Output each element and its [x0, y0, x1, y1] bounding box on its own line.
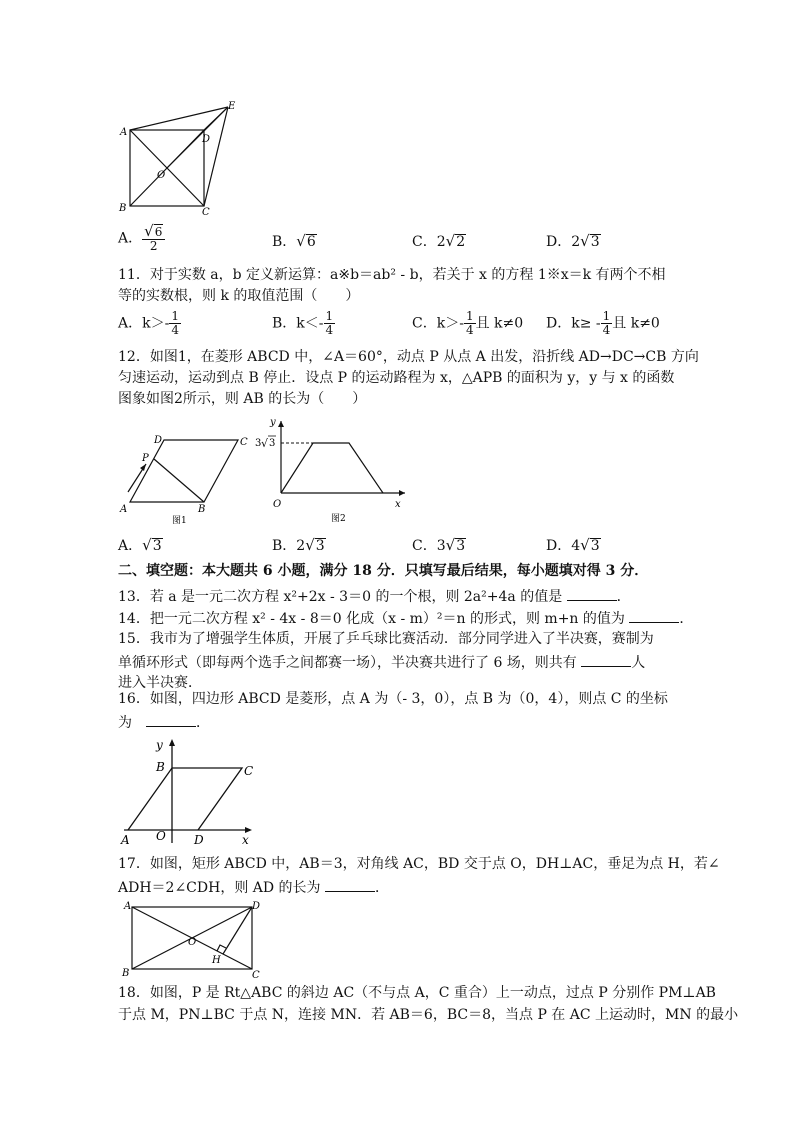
q12-fig2-label-y: y: [270, 417, 276, 428]
q15-answer-blank[interactable]: [581, 652, 631, 667]
q12-fig1-label-a: A: [120, 504, 128, 515]
q12-fig1-label-b: B: [198, 504, 206, 515]
q12-fig1-label-p: P: [142, 453, 149, 464]
q11-option-d: D．k≥ - $\frac{1}{4}$ 且 k≠0: [546, 309, 660, 337]
q17-line-2: ADH＝2∠CDH，则 AD 的长为 ．: [118, 877, 389, 897]
q10-option-b: B．√6: [272, 232, 316, 250]
q10-label-c: C: [202, 207, 210, 218]
q12-line-1: 12．如图1，在菱形 ABCD 中，∠A＝60°，动点 P 从点 A 出发，沿折线 AD→DC→CB 方向: [118, 349, 699, 365]
q11-option-b: B．k＜- $\frac{1}{4}$: [272, 309, 334, 337]
q14-line: 14．把一元二次方程 x² - 4x - 8＝0 化成（x - m）²＝n 的形式，则 m+n 的值为 ．: [118, 608, 693, 628]
q12-fig2-label-o: O: [273, 499, 282, 510]
q11-line-1: 11．对于实数 a，b 定义新运算：a※b＝ab² - b，若关于 x 的方程 1※x＝k 有两个不相: [118, 267, 666, 283]
q17-figure: [118, 898, 268, 982]
q18-line-1: 18．如图，P 是 Rt△ABC 的斜边 AC（不与点 A，C 重合）上一动点，过点 P 分别作 PM⊥AB: [118, 985, 716, 1001]
q12-figure-1: [118, 430, 258, 530]
q12-line-3: 图象如图2所示，则 AB 的长为（ ）: [118, 391, 367, 407]
q16-label-a: A: [121, 833, 130, 847]
q16-label-x: x: [242, 833, 249, 847]
q17-label-o: O: [188, 937, 197, 948]
q12-option-c: C．3√3: [412, 536, 466, 554]
q16-figure: [118, 735, 268, 847]
q17-label-b: B: [122, 968, 130, 979]
q17-label-d: D: [252, 901, 261, 912]
q11-option-a: A．k＞- $\frac{1}{4}$: [118, 309, 179, 337]
q12-option-d: D．4√3: [546, 536, 600, 554]
section-2-heading: 二、填空题：本大题共 6 小题，满分 18 分．只填写最后结果，每小题填对得 3 分．: [118, 563, 649, 579]
q12-fig2-y-coef: 3: [255, 438, 262, 449]
q16-answer-blank[interactable]: [146, 712, 196, 727]
q16-line-1: 16．如图，四边形 ABCD 是菱形，点 A 为（- 3，0），点 B 为（0，4），则点 C 的坐标: [118, 691, 668, 707]
q10-option-a: A． $\frac{√6}{2}$: [118, 224, 165, 253]
q12-fig2-y-rad: 3: [269, 438, 276, 449]
q17-label-h: H: [212, 955, 221, 966]
q16-label-c: C: [244, 764, 254, 778]
q17-label-c: C: [252, 970, 260, 981]
q17-line-1: 17．如图，矩形 ABCD 中，AB＝3，对角线 AC，BD 交于点 O，DH⊥AC，垂足为点 H，若∠: [118, 856, 720, 872]
q10-label-d: D: [202, 134, 211, 145]
q16-label-b: B: [156, 760, 165, 774]
q12-line-2: 匀速运动，运动到点 B 停止．设点 P 的运动路程为 x，△APB 的面积为 y，y 与 x 的函数: [118, 370, 675, 386]
q13-line: 13．若 a 是一元二次方程 x²+2x - 3＝0 的一个根，则 2a²+4a 的值是 ．: [118, 586, 631, 606]
q15-line-2: 单循环形式（即每两个选手之间都赛一场），半决赛共进行了 6 场，则共有 人: [118, 652, 645, 672]
q16-label-d: D: [194, 833, 204, 847]
q16-label-o: O: [156, 829, 166, 843]
q10-option-c: C．2√2: [412, 232, 466, 250]
q12-figure-2: [255, 415, 415, 530]
q10-label-b: B: [119, 203, 127, 214]
q10-label-o: O: [157, 170, 166, 181]
q10-figure: [112, 100, 242, 220]
q10-label-e: E: [228, 101, 236, 112]
q15-line-1: 15．我市为了增强学生体质，开展了乒乓球比赛活动．部分同学进入了半决赛，赛制为: [118, 631, 654, 647]
q12-fig2-y-sqrt: √: [261, 437, 269, 450]
q12-option-a: A．√3: [118, 536, 162, 554]
q16-label-y: y: [156, 738, 163, 752]
q18-line-2: 于点 M，PN⊥BC 于点 N，连接 MN．若 AB＝6，BC＝8，当点 P 在 AC 上运动时，MN 的最小: [118, 1007, 739, 1023]
q14-answer-blank[interactable]: [629, 608, 679, 623]
q12-fig1-caption: 图1: [172, 516, 187, 526]
q12-fig2-caption: 图2: [331, 514, 346, 524]
q12-fig1-label-d: D: [154, 435, 163, 446]
q17-answer-blank[interactable]: [325, 877, 375, 892]
q16-line-2: 为 ．: [118, 712, 210, 732]
q12-fig2-label-x: x: [395, 499, 401, 510]
q12-fig1-label-c: C: [240, 437, 248, 448]
q10-option-d: D．2√3: [546, 232, 600, 250]
q15-line-3: 进入半决赛．: [118, 675, 202, 691]
q10-label-a: A: [120, 127, 128, 138]
q12-option-b: B．2√3: [272, 536, 325, 554]
q11-line-2: 等的实数根，则 k 的取值范围（ ）: [118, 288, 360, 304]
q11-option-c: C．k＞- $\frac{1}{4}$ 且 k≠0: [412, 309, 524, 337]
q13-answer-blank[interactable]: [567, 586, 617, 601]
q17-label-a: A: [124, 901, 132, 912]
